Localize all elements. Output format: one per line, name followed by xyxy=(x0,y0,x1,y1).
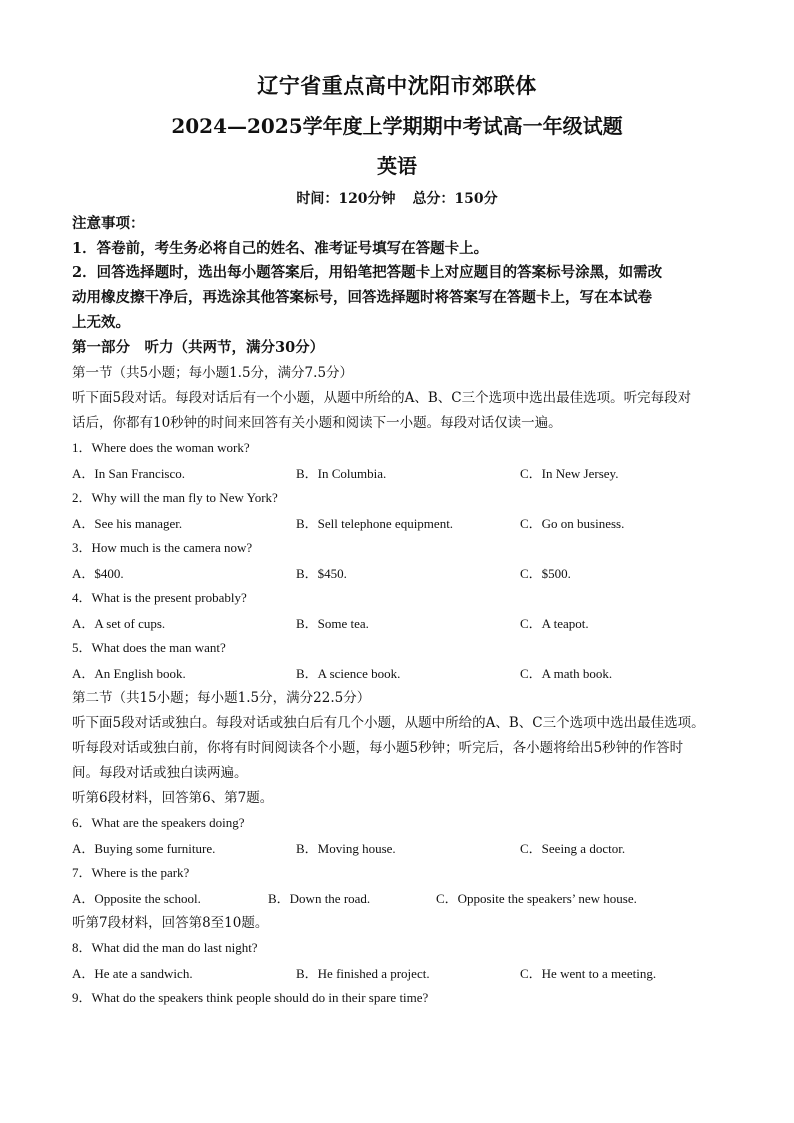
q3-option-a: A．$400. xyxy=(72,566,124,581)
note-2-line-b: 动用橡皮擦干净后，再选涂其他答案标号，回答选择题时将答案写在答题卡上，写在本试卷 xyxy=(72,289,652,306)
q8-option-b: B．He finished a project. xyxy=(296,966,430,981)
section1-instruction-a: 听下面5段对话。每段对话后有一个小题，从题中所给的A、B、C三个选项中选出最佳选项。听完每段对 xyxy=(72,390,692,406)
q2-option-a: A．See his manager. xyxy=(72,516,183,531)
section2-instruction-b: 听每段对话或独白前，你将有时间阅读各个小题，每小题5秒钟；听完后，各小题将给出5秒钟的作答时 xyxy=(72,740,684,756)
question-9: 9．What do the speakers think people should do in their spare time? xyxy=(72,990,429,1005)
q4-option-b: B．Some tea. xyxy=(296,616,369,631)
q4-option-c: C．A teapot. xyxy=(520,616,589,631)
subject-title: 英语 xyxy=(377,154,417,178)
q7-option-b: B．Down the road. xyxy=(268,891,371,906)
exam-time: 时间：120分钟 xyxy=(296,191,396,207)
question-8: 8．What did the man do last night? xyxy=(72,940,258,955)
q2-option-b: B．Sell telephone equipment. xyxy=(296,516,454,531)
q8-option-c: C．He went to a meeting. xyxy=(520,966,657,981)
question-7: 7．Where is the park? xyxy=(72,865,190,880)
q6-option-c: C．Seeing a doctor. xyxy=(520,841,626,856)
q6-option-b: B．Moving house. xyxy=(296,841,396,856)
question-6: 6．What are the speakers doing? xyxy=(72,815,245,830)
exam-title: 2024—2025学年度上学期期中考试高一年级试题 xyxy=(171,114,623,138)
section1-instruction-b: 话后，你都有10秒钟的时间来回答有关小题和阅读下一小题。每段对话仅读一遍。 xyxy=(72,415,562,431)
q5-option-a: A．An English book. xyxy=(72,666,186,681)
part1-title: 第一部分 听力（共两节，满分30分） xyxy=(72,339,325,356)
q6-option-a: A．Buying some furniture. xyxy=(72,841,216,856)
q2-option-c: C．Go on business. xyxy=(520,516,625,531)
q5-option-b: B．A science book. xyxy=(296,666,401,681)
note-1: 1．答卷前，考生务必将自己的姓名、准考证号填写在答题卡上。 xyxy=(72,240,489,257)
time-score-line xyxy=(0,188,794,208)
q7-option-c: C．Opposite the speakers’ new house. xyxy=(436,891,637,906)
section1-title: 第一节（共5小题；每小题1.5分，满分7.5分） xyxy=(72,365,354,381)
question-1: 1．Where does the woman work? xyxy=(72,440,250,455)
q1-option-b: B．In Columbia. xyxy=(296,466,387,481)
question-3: 3．How much is the camera now? xyxy=(72,540,253,555)
section2-instruction-c: 间。每段对话或独白读两遍。 xyxy=(72,765,248,781)
note-2-line-c: 上无效。 xyxy=(72,314,130,331)
school-title: 辽宁省重点高中沈阳市郊联体 xyxy=(257,73,537,98)
q1-option-c: C．In New Jersey. xyxy=(520,466,619,481)
material-6-note: 听第6段材料，回答第6、第7题。 xyxy=(72,790,274,806)
question-2: 2．Why will the man fly to New York? xyxy=(72,490,278,505)
exam-total-score: 总分：150分 xyxy=(412,191,498,207)
notes-title: 注意事项： xyxy=(72,215,145,232)
question-5: 5．What does the man want? xyxy=(72,640,226,655)
q5-option-c: C．A math book. xyxy=(520,666,613,681)
question-4: 4．What is the present probably? xyxy=(72,590,247,605)
q3-option-b: B．$450. xyxy=(296,566,347,581)
q1-option-a: A．In San Francisco. xyxy=(72,466,186,481)
q7-option-a: A．Opposite the school. xyxy=(72,891,201,906)
q3-option-c: C．$500. xyxy=(520,566,571,581)
section2-title: 第二节（共15小题；每小题1.5分，满分22.5分） xyxy=(72,690,371,706)
note-2-line-a: 2．回答选择题时，选出每小题答案后，用铅笔把答题卡上对应题目的答案标号涂黑，如需改 xyxy=(72,264,663,281)
q8-option-a: A．He ate a sandwich. xyxy=(72,966,193,981)
section2-instruction-a: 听下面5段对话或独白。每段对话或独白后有几个小题，从题中所给的A、B、C三个选项中选出最佳选项。 xyxy=(72,715,705,731)
material-7-note: 听第7段材料，回答第8至10题。 xyxy=(72,915,269,931)
q4-option-a: A．A set of cups. xyxy=(72,616,166,631)
